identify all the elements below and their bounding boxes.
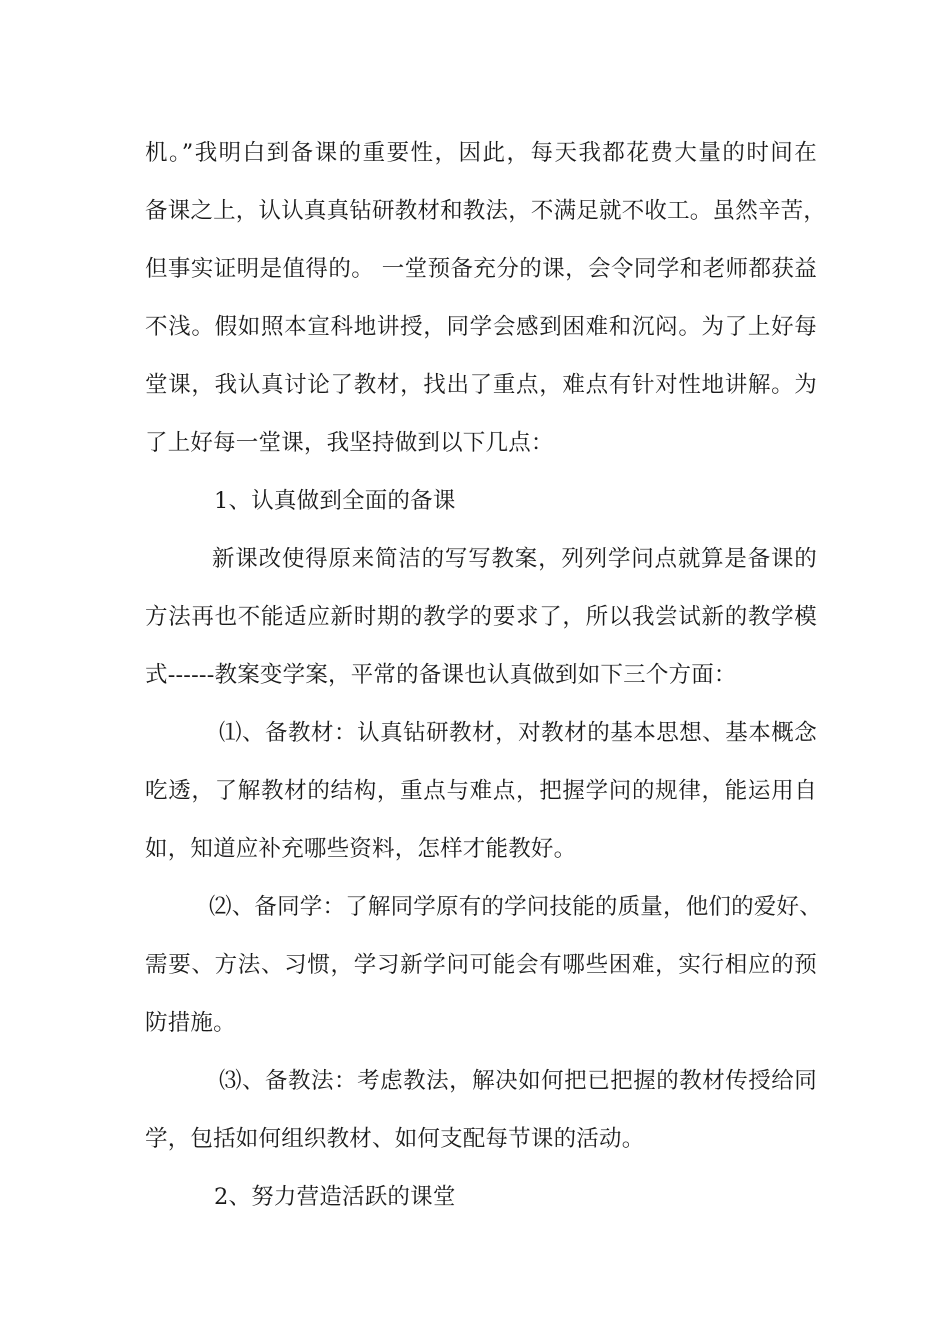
text-line: 新课改使得原来简洁的写写教案，列列学问点就算是备课的: [212, 546, 817, 572]
text-line: ⑶、备教法：考虑教法，解决如何把已把握的教材传授给同: [219, 1068, 817, 1094]
text-line: 不浅。假如照本宣科地讲授，同学会感到困难和沉闷。为了上好每: [145, 314, 817, 340]
text-line: 防措施。: [145, 1010, 236, 1036]
text-line: 了上好每一堂课，我坚持做到以下几点：: [145, 430, 554, 456]
text-line: ⑵、备同学：了解同学原有的学问技能的质量，他们的爱好、: [209, 894, 822, 920]
text-line: 堂课，我认真讨论了教材，找出了重点，难点有针对性地讲解。为: [145, 372, 817, 398]
section-heading: 2、努力营造活跃的课堂: [214, 1184, 456, 1210]
text-line: 但事实证明是值得的。 一堂预备充分的课，会令同学和老师都获益: [145, 256, 817, 282]
text-line: 备课之上，认认真真钻研教材和教法，不满足就不收工。虽然辛苦，: [145, 198, 827, 224]
text-line: 需要、方法、习惯，学习新学问可能会有哪些困难，实行相应的预: [145, 952, 817, 978]
text-line: 学，包括如何组织教材、如何支配每节课的活动。: [145, 1126, 645, 1152]
document-body: [145, 131, 827, 1233]
text-line: 方法再也不能适应新时期的教学的要求了，所以我尝试新的教学模: [145, 604, 817, 630]
section-heading: 1、认真做到全面的备课: [214, 488, 456, 514]
text-line: 吃透，了解教材的结构，重点与难点，把握学问的规律，能运用自: [145, 778, 817, 804]
text-line: ⑴、备教材：认真钻研教材，对教材的基本思想、基本概念: [219, 720, 817, 746]
text-line: 如，知道应补充哪些资料，怎样才能教好。: [145, 836, 577, 862]
text-line: 机。”我明白到备课的重要性，因此，每天我都花费大量的时间在: [145, 140, 817, 166]
text-line: 式------教案变学案，平常的备课也认真做到如下三个方面：: [145, 662, 737, 688]
